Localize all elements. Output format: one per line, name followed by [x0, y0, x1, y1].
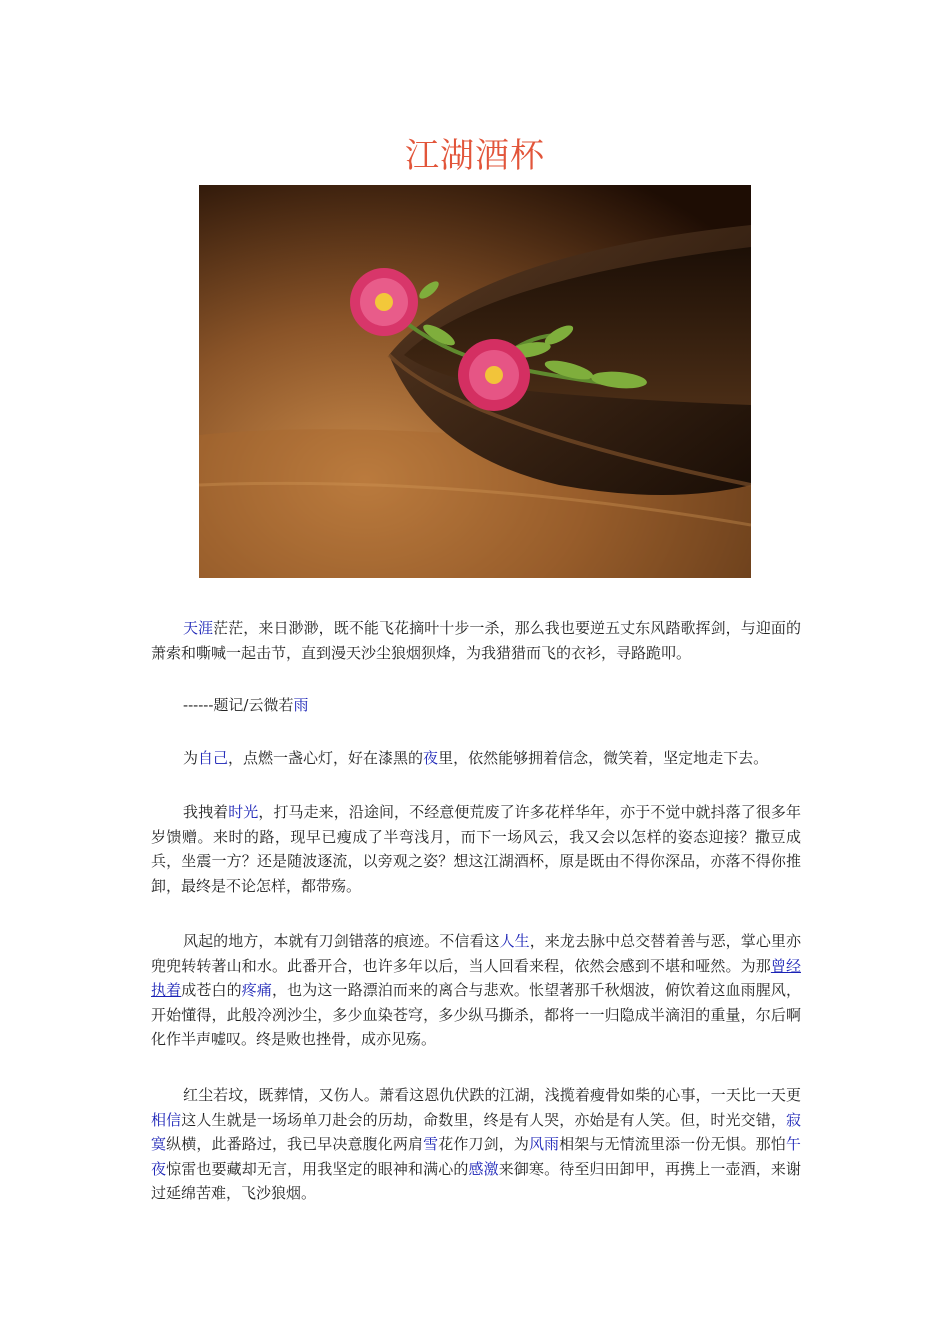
- text-run: 惊雷也要藏却无言，用我坚定的眼神和满心的: [166, 1159, 469, 1178]
- keyword-link[interactable]: 自己: [198, 749, 229, 767]
- text-run: 成苍白的: [181, 981, 242, 999]
- keyword-link[interactable]: 寂寞: [151, 1110, 801, 1153]
- keyword-link[interactable]: 天涯: [183, 619, 214, 637]
- keyword-link[interactable]: 夜: [423, 749, 439, 767]
- keyword-link[interactable]: 人生: [499, 932, 530, 950]
- text-run: ，点燃一盏心灯，好在漆黑的: [228, 749, 424, 767]
- paragraph-dust: [151, 1083, 801, 1206]
- keyword-link[interactable]: 雪: [423, 1135, 439, 1153]
- paragraph-lamp: [151, 746, 801, 771]
- text-run: 花作刀剑，为: [438, 1135, 529, 1153]
- text-run: 我拽着: [183, 803, 229, 821]
- text-run: 相架与无情流里添一份无惧。那怕: [559, 1135, 786, 1153]
- keyword-link[interactable]: 感激: [468, 1159, 499, 1178]
- keyword-link[interactable]: 雨: [293, 696, 309, 714]
- text-run: 风起的地方，本就有刀剑错落的痕迹。不信看这: [183, 932, 500, 950]
- keyword-link[interactable]: 午夜: [151, 1135, 801, 1178]
- text-run: 茫茫，来日渺渺，既不能飞花摘叶十步一杀，那么我也要逆五丈东风踏歌挥剑，与迎面的萧索和嘶喊一起击节，直到漫天沙尘狼烟狈烽，为我猎猎而飞的衣衫，寻路跪叩。: [151, 619, 801, 662]
- keyword-link[interactable]: 时光: [228, 803, 259, 821]
- text-run: ------题记/云微若: [183, 696, 294, 714]
- text-run: ，打马走来，沿途间，不经意便荒废了许多花样华年，亦于不觉中就抖落了很多年岁馈赠。来时的路，现早已瘦成了半弯浅月，而下一场风云，我又会以怎样的姿态迎接？撒豆成兵，坐震一方？还是随波逐流，以旁观之姿？想这江湖酒杯，原是既由不得你深品，亦落不得你推卸，最终是不论怎样，都带殇。: [151, 803, 801, 895]
- flower-bowl-photo: [199, 185, 751, 578]
- text-run: 里，依然能够拥着信念，微笑着，坚定地走下去。: [438, 749, 769, 767]
- paragraph-epigraph: [151, 693, 801, 718]
- text-run: ，也为这一路漂泊而来的离合与悲欢。怅望著那千秋烟波，俯饮着这血雨腥风，开始懂得，此般冷冽沙尘，多少血染苍穹，多少纵马撕杀，都将一一归隐成半滴泪的重量，尔后啊化作半声嘘叹。终是败也挫骨，成亦见殇。: [151, 981, 801, 1048]
- page-title: 江湖酒杯: [405, 136, 545, 176]
- text-run: 纵横，此番路过，我已早决意腹化两肩: [166, 1135, 424, 1153]
- keyword-link[interactable]: 相信: [151, 1110, 182, 1129]
- text-run: 为: [183, 749, 199, 767]
- text-run: 红尘若坟，既葬情，又伤人。萧看这恩仇伏跌的江湖，浅揽着瘦骨如柴的心事，一天比一天更: [183, 1086, 801, 1104]
- text-run: 这人生就是一场场单刀赴会的历劫，命数里，终是有人哭，亦始是有人笑。但，时光交错，: [181, 1110, 786, 1129]
- text-run: 来御寒。待至归田卸甲，再携上一壶酒，来谢过延绵苦难，飞沙狼烟。: [151, 1159, 801, 1202]
- paragraph-time: [151, 800, 801, 898]
- paragraph-wind: [151, 929, 801, 1052]
- keyword-link[interactable]: 风雨: [528, 1135, 560, 1153]
- paragraph-intro: [151, 616, 801, 665]
- keyword-link[interactable]: 疼痛: [241, 981, 272, 999]
- text-run: ，来龙去脉中总交替着善与恶，掌心里亦兜兜转转著山和水。此番开合，也许多年以后，当人回看来程，依然会感到不堪和哑然。为那: [151, 932, 801, 975]
- keyword-link[interactable]: 曾经执着: [151, 956, 801, 999]
